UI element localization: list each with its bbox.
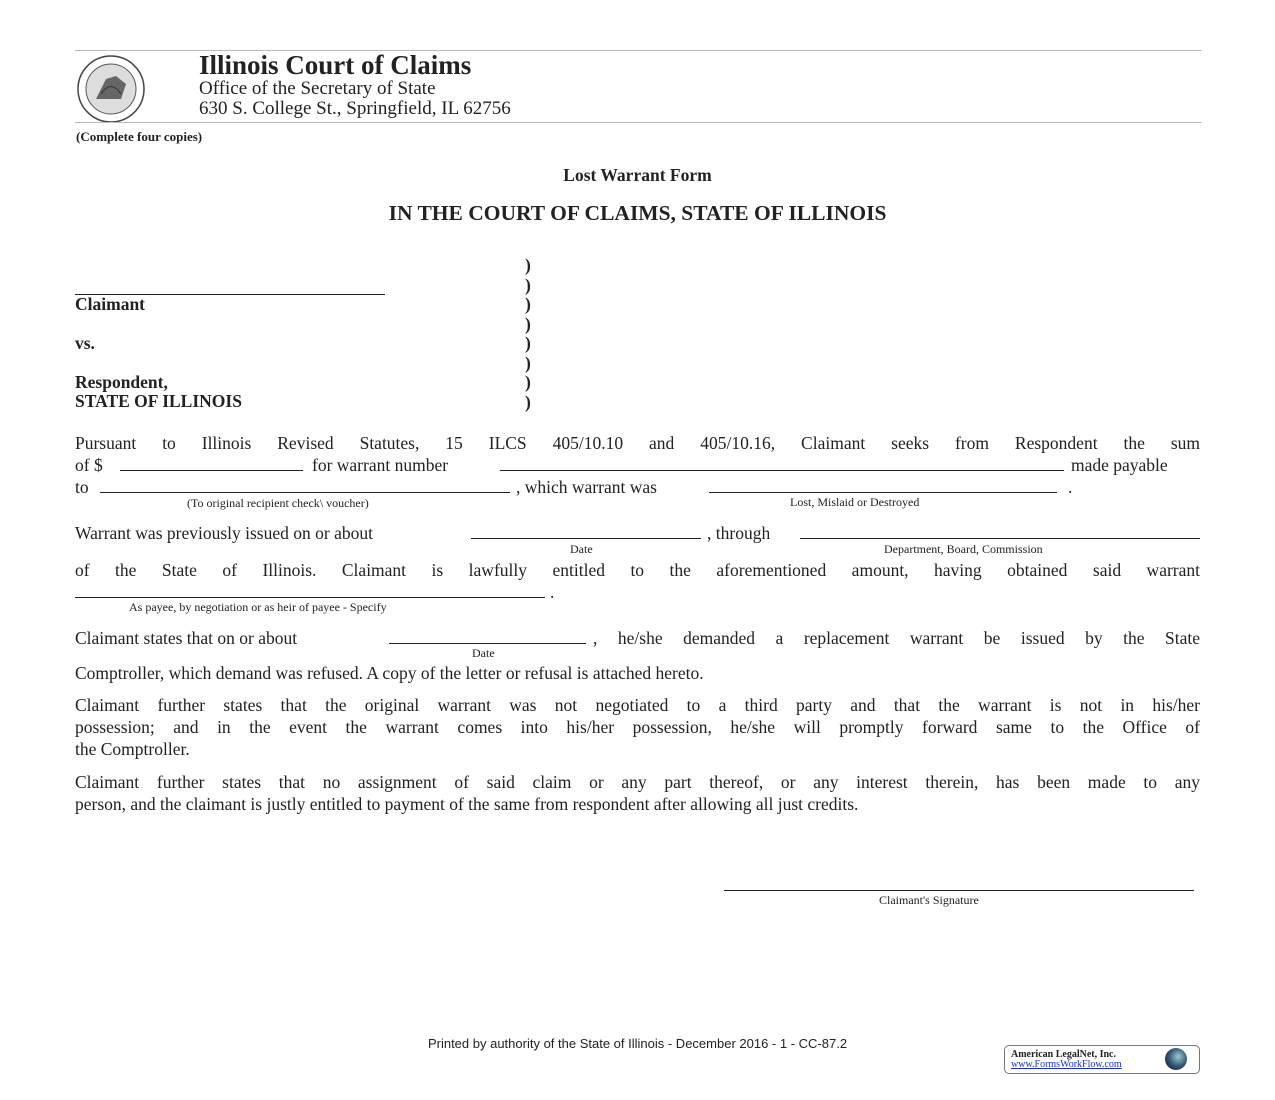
americanlegalnet-badge[interactable] [1004,1045,1200,1074]
paren: ) [525,391,531,412]
vs-label: vs. [75,333,95,353]
badge-url-link[interactable]: www.FormsWorkFlow.com [1011,1059,1122,1070]
p1-to: to [75,477,89,497]
respondent-label: Respondent, [75,372,168,392]
p1-line1: Pursuant to Illinois Revised Statutes, 15 ILCS 405/10.10 and 405/10.16, Claimant seeks from Respondent the sum [75,433,1200,453]
paren: ) [525,372,531,392]
p5-line1: Claimant further states that no assignment of said claim or any part thereof, or any interest therein, has been made to any [75,772,1200,792]
copies-note: (Complete four copies) [76,129,203,144]
issued-date-field[interactable] [471,538,701,539]
header-rule [75,122,1202,123]
footer-text: Printed by authority of the State of Illinois - December 2016 - 1 - CC-87.2 [427,1036,848,1051]
signature-caption: Claimant's Signature [879,893,979,907]
p2-through: , through [707,523,771,543]
p2-issued-label: Warrant was previously issued on or about [75,523,373,543]
signature-field[interactable] [724,890,1194,891]
p2-period: . [550,582,555,602]
demand-date-caption: Date [472,646,495,660]
sum-field[interactable] [120,470,303,471]
p1-of-dollar: of $ [75,455,103,475]
payee-method-caption: As payee, by negotiation or as heir of payee - Specify [129,600,387,614]
claimant-label: Claimant [75,294,145,314]
header-title: Illinois Court of Claims [199,50,472,80]
p4-line1: Claimant further states that the original warrant was not negotiated to a third party and that the warrant is not in his/her [75,695,1200,715]
p4-line3: the Comptroller. [75,739,190,759]
p4-line2: possession; and in the event the warrant comes into his/her possession, he/she will promptly forward same to the Office of [75,717,1200,737]
department-caption: Department, Board, Commission [884,542,1043,556]
p2-line2: of the State of Illinois. Claimant is lawfully entitled to the aforementioned amount, having obtained said warrant [75,560,1200,580]
header-address: 630 S. College St., Springfield, IL 62756 [199,98,511,119]
p3-demand-label: Claimant states that on or about [75,628,298,648]
p3-line2: Comptroller, which demand was refused. A copy of the letter or refusal is attached hereto. [75,663,704,683]
payee-caption: (To original recipient check\ voucher) [187,496,369,510]
payee-method-field[interactable] [75,597,545,598]
paren: ) [525,333,531,353]
paren: ) [525,294,531,314]
p1-made-payable: made payable [1071,455,1168,475]
state-label: STATE OF ILLINOIS [75,391,242,411]
globe-icon [1165,1048,1187,1070]
p1-warrant-number-label: for warrant number [312,455,449,475]
form-title: Lost Warrant Form [563,165,712,185]
badge-company: American LegalNet, Inc. [1011,1049,1116,1060]
paren: ) [525,274,531,295]
issued-date-caption: Date [570,542,593,556]
warrant-number-field[interactable] [500,470,1064,471]
lost-status-caption: Lost, Mislaid or Destroyed [790,495,920,509]
paren: ) [525,255,531,275]
paren: ) [525,352,531,373]
p3-demand-text: , he/she demanded a replacement warrant be issued by the State [593,628,1200,648]
p1-which-warrant: , which warrant was [516,477,657,497]
header-office: Office of the Secretary of State [199,78,436,99]
lost-status-field[interactable] [709,492,1057,493]
department-field[interactable] [800,538,1200,539]
illinois-seal-logo [76,54,146,124]
paren: ) [525,313,531,334]
p1-period: . [1068,477,1073,497]
demand-date-field[interactable] [389,643,586,644]
p5-line2: person, and the claimant is justly entitled to payment of the same from respondent after allowing all just credits. [75,794,859,814]
court-title: IN THE COURT OF CLAIMS, STATE OF ILLINOIS [388,201,887,225]
caption-parentheses [525,256,535,412]
payee-field[interactable] [100,492,510,493]
